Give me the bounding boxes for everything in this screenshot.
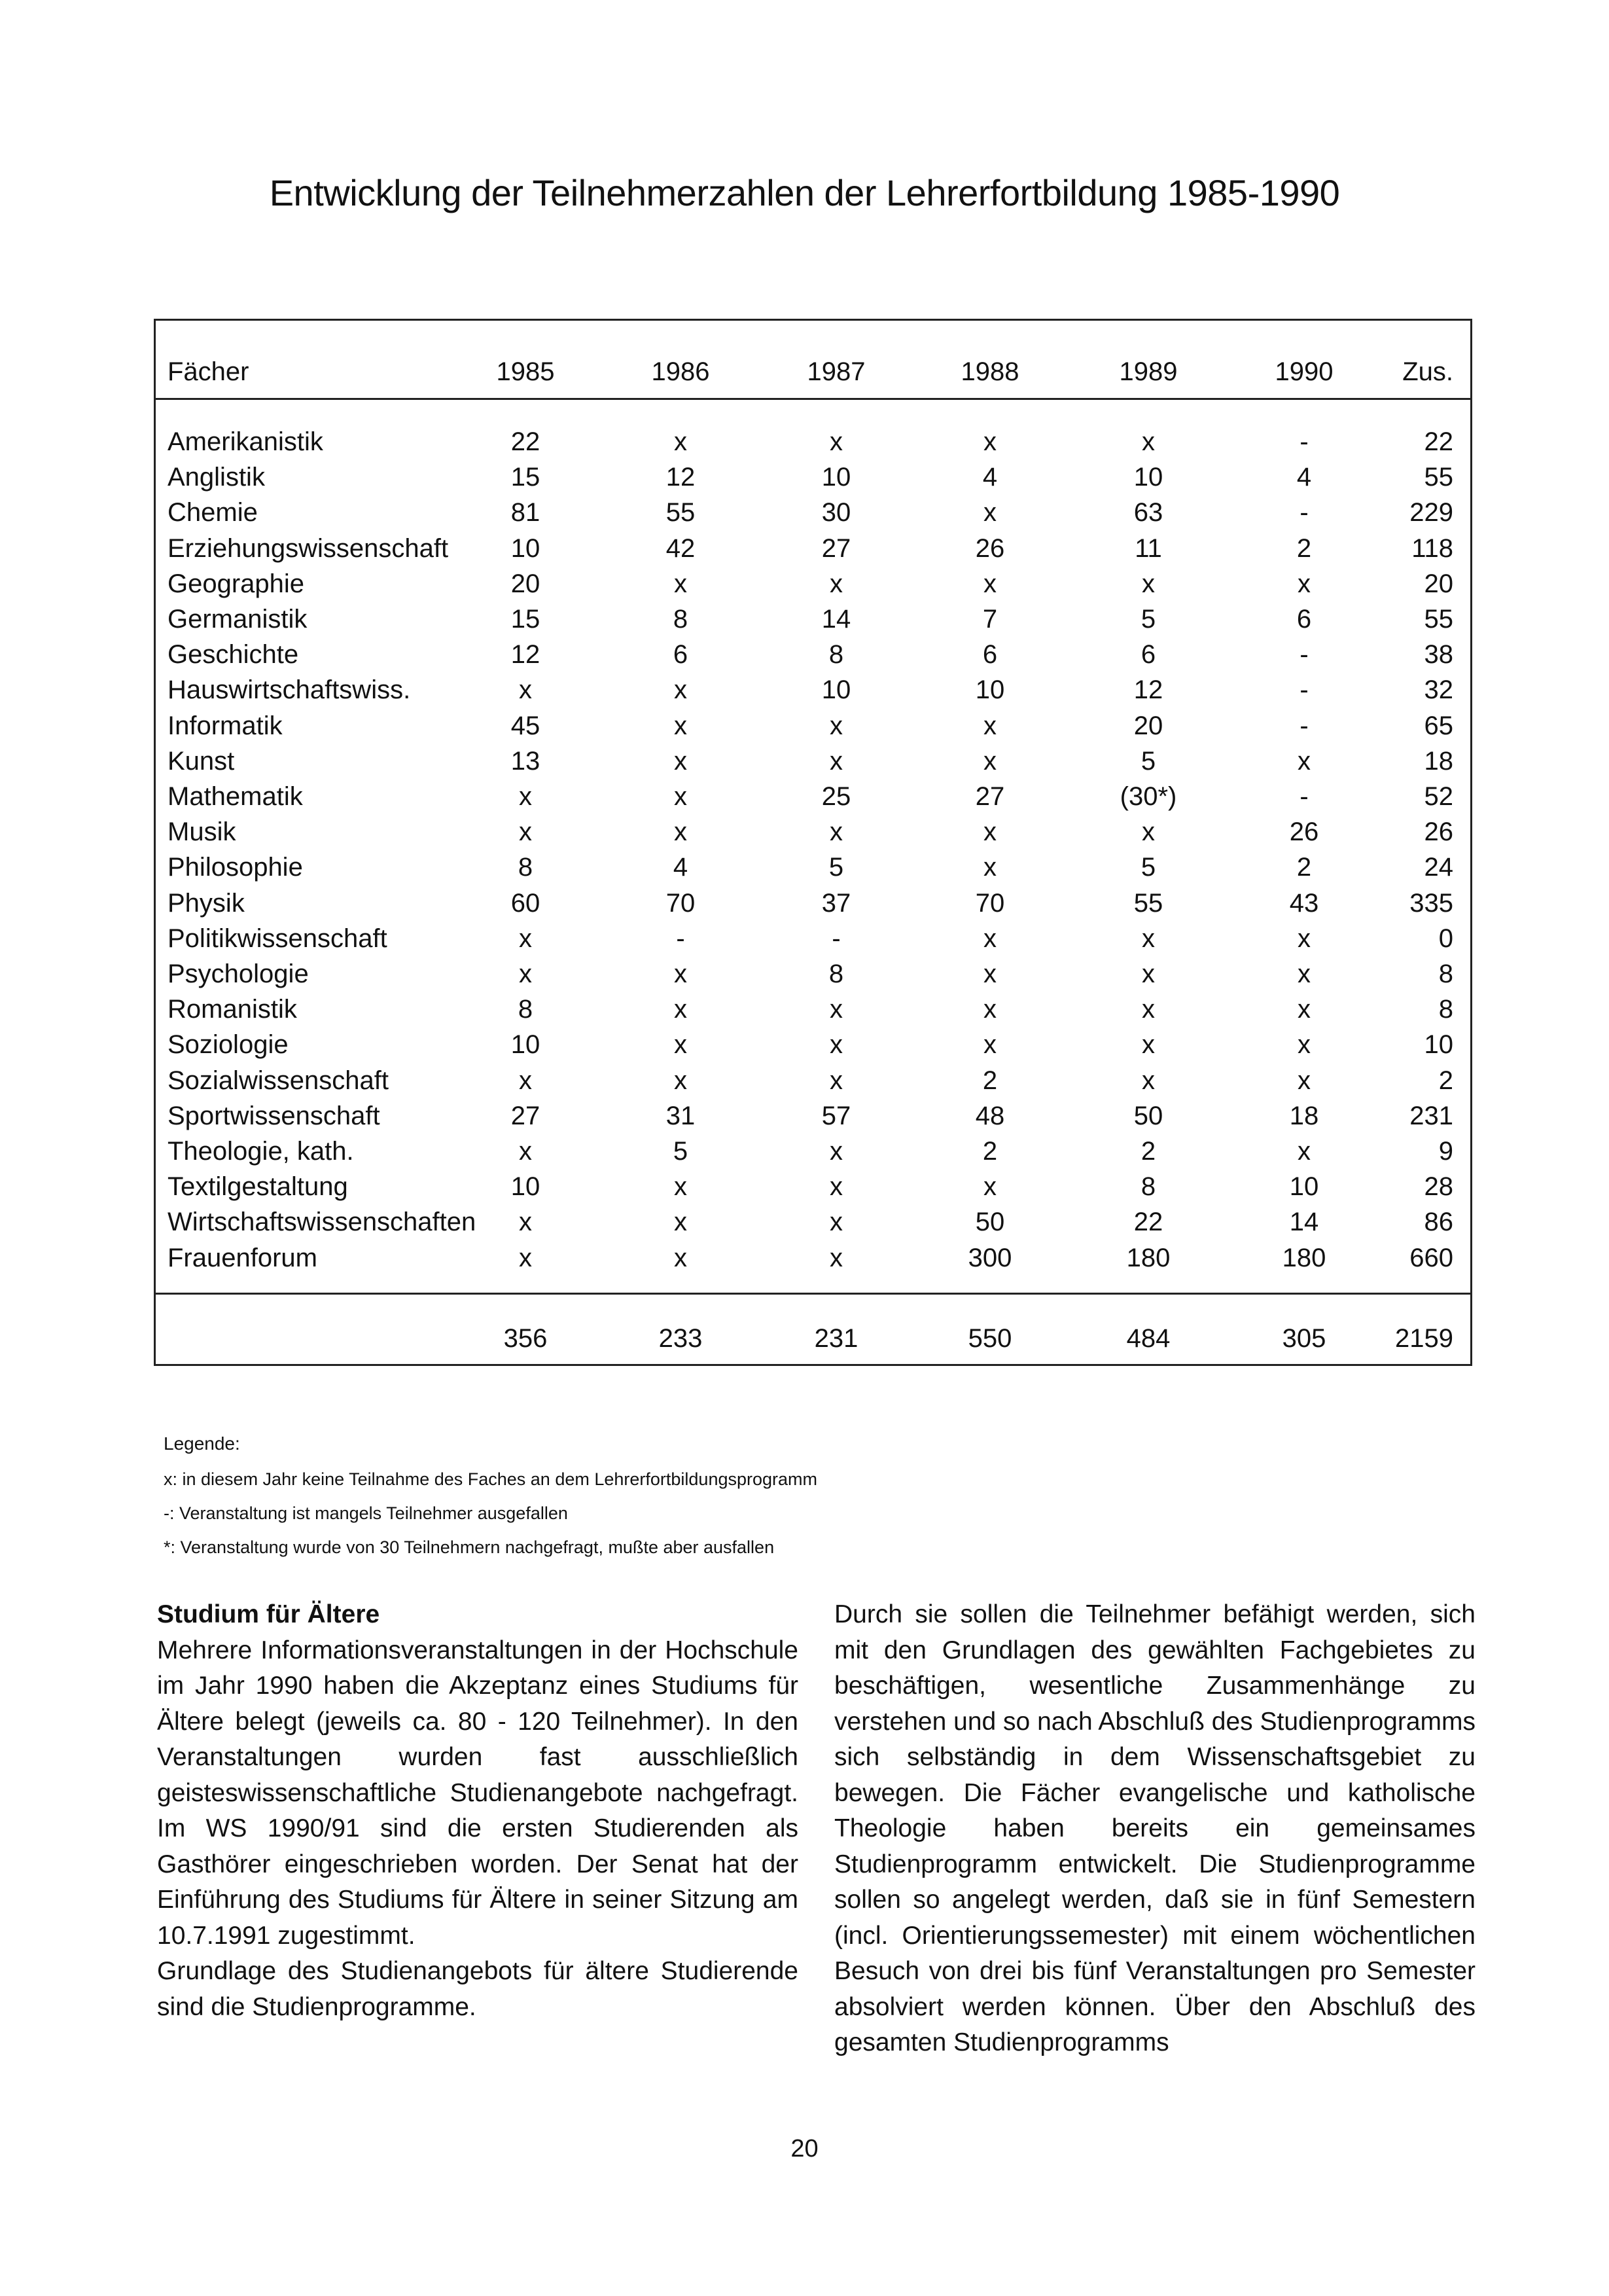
table-cell: 18	[1424, 746, 1453, 776]
table-cell: x	[519, 924, 532, 953]
paragraph-2-continued: Durch sie sollen die Teilnehmer befähigt werden, sich mit den Grundlagen des gewählten Fachgebietes zu beschäftigen, wesentliche Zusammenhänge zu verstehen und so nach Abschluß des Studienprogramms sich selbständig in dem Wissenschaftsgebiet zu bewegen. Die Fächer evangelische und katholische Theologie haben bereits ein gemeinsames Studienprogramm entwickelt. Die Studienprogramme sollen so angelegt werden, daß sie in fünf Semestern (incl. Orientierungssemester) mit einem wöchentlichen Besuch von drei bis fünf Veranstaltungen pro Semester absolviert werden können. Über den Abschluß des gesamten Studienprogramms	[834, 1600, 1476, 2056]
table-cell: 12	[665, 463, 696, 492]
table-cell: 28	[1424, 1172, 1453, 1202]
header-cell: Zus.	[1402, 357, 1453, 386]
table-cell: 5	[1140, 605, 1156, 634]
table-cell: -	[1300, 711, 1309, 740]
table-cell: 8	[1140, 1172, 1156, 1202]
header-cell: 1985	[496, 357, 555, 386]
table-cell: x	[674, 1208, 687, 1237]
table-cell: x	[830, 1066, 843, 1095]
table-cell: 180	[1282, 1243, 1326, 1272]
table-cell: 20	[1424, 569, 1453, 598]
table-cell: 27	[821, 533, 851, 563]
header-cell: 1989	[1119, 357, 1178, 386]
table-cell: 2	[1438, 1066, 1453, 1095]
row-label: Hauswirtschaftswiss.	[168, 675, 411, 705]
row-label: Geschichte	[168, 640, 299, 670]
table-cell: 180	[1126, 1243, 1171, 1272]
total-cell: 2159	[1395, 1324, 1453, 1353]
table-cell: -	[1300, 640, 1309, 670]
table-cell: x	[674, 675, 687, 705]
table-cell: x	[830, 1243, 843, 1272]
table-cell: x	[983, 817, 997, 847]
table-cell: x	[1142, 1066, 1155, 1095]
table-cell: 2	[1140, 1137, 1156, 1166]
row-label: Erziehungswissenschaft	[168, 533, 449, 563]
table-cell: 2	[982, 1137, 998, 1166]
table-cell: 37	[821, 888, 851, 918]
legend-item-dash: -: Veranstaltung ist mangels Teilnehmer ausgefallen	[164, 1503, 568, 1523]
table-cell: x	[1142, 427, 1155, 456]
table-cell: -	[832, 924, 841, 953]
table-cell: 10	[1289, 1172, 1319, 1202]
table-cell: x	[1142, 569, 1155, 598]
row-label: Amerikanistik	[168, 427, 323, 456]
page-title: Entwicklung der Teilnehmerzahlen der Lehrerfortbildung 1985-1990	[269, 172, 1340, 213]
table-cell: x	[983, 569, 997, 598]
table-cell: -	[1300, 782, 1309, 811]
row-label: Philosophie	[168, 853, 303, 882]
table-cell: x	[830, 1208, 843, 1237]
header-cell: Fächer	[168, 357, 249, 386]
table-cell: x	[830, 427, 843, 456]
table-cell: 24	[1424, 853, 1453, 882]
table-cell: 2	[1296, 533, 1312, 563]
table-cell: 335	[1409, 888, 1453, 918]
section-heading: Studium für Ältere	[157, 1600, 380, 1628]
table-cell: x	[1298, 1137, 1311, 1166]
table-cell: 22	[1424, 427, 1453, 456]
table-cell: 86	[1424, 1208, 1453, 1237]
paragraph-2-lead: Grundlage des Studienangebots für ältere Studierende sind die Studienprogramme.	[157, 1957, 798, 2021]
row-label: Sportwissenschaft	[168, 1101, 380, 1130]
row-label: Textilgestaltung	[168, 1172, 348, 1202]
table-cell: 26	[1289, 817, 1319, 847]
table-cell: x	[674, 569, 687, 598]
table-cell: 65	[1424, 711, 1453, 740]
table-cell: 26	[975, 533, 1005, 563]
table-cell: 10	[975, 675, 1005, 705]
table-cell: x	[674, 1066, 687, 1095]
table-cell: 10	[1133, 463, 1163, 492]
table-cell: x	[674, 817, 687, 847]
table-cell: -	[1300, 675, 1309, 705]
table-cell: 6	[1296, 605, 1312, 634]
table-cell: 50	[1133, 1101, 1163, 1130]
table-cell: x	[519, 1137, 532, 1166]
total-cell: 484	[1126, 1324, 1171, 1353]
table-cell: x	[983, 711, 997, 740]
table-cell: 12	[510, 640, 540, 670]
table-cell: x	[674, 746, 687, 776]
table-cell: x	[1298, 1030, 1311, 1060]
table-cell: x	[519, 1243, 532, 1272]
table-cell: 4	[982, 463, 998, 492]
table-cell: x	[830, 711, 843, 740]
table-cell: 10	[1424, 1030, 1453, 1060]
table-cell: 57	[821, 1101, 851, 1130]
table-cell: x	[1298, 960, 1311, 988]
legend-item-star: *: Veranstaltung wurde von 30 Teilnehmern nachgefragt, mußte aber ausfallen	[164, 1537, 775, 1557]
table-cell: 45	[510, 711, 540, 740]
table-cell: x	[1298, 924, 1311, 953]
header-cell: 1987	[807, 357, 866, 386]
table-cell: 43	[1289, 888, 1319, 918]
page-number: 20	[790, 2135, 819, 2162]
table-cell: 38	[1424, 640, 1453, 670]
table-cell: x	[1142, 1030, 1155, 1060]
table-cell: 9	[1438, 1137, 1453, 1166]
table-cell: x	[1298, 746, 1311, 776]
table-cell: 8	[518, 853, 533, 882]
table-cell: x	[674, 1172, 687, 1202]
table-cell: 55	[1424, 463, 1453, 492]
table-cell: 8	[1438, 995, 1453, 1024]
table-cell: x	[1142, 924, 1155, 953]
table-cell: 6	[1140, 640, 1156, 670]
table-cell: x	[674, 1243, 687, 1272]
table-cell: 300	[968, 1243, 1012, 1272]
table-cell: 27	[510, 1101, 540, 1130]
table-cell: 10	[821, 675, 851, 705]
table-cell: x	[674, 1030, 687, 1060]
row-label: Sozialwissenschaft	[168, 1066, 389, 1095]
row-label: Psychologie	[168, 960, 309, 988]
total-cell: 356	[503, 1324, 548, 1353]
total-cell: 231	[814, 1324, 858, 1353]
table-cell: x	[830, 1030, 843, 1060]
table-cell: x	[1142, 995, 1155, 1024]
table-cell: (30*)	[1120, 782, 1177, 811]
table-cell: 118	[1411, 533, 1453, 563]
table-cell: 32	[1424, 675, 1453, 705]
table-cell: x	[519, 1208, 532, 1237]
row-label: Germanistik	[168, 605, 308, 634]
table-cell: 25	[821, 782, 851, 811]
table-cell: 20	[510, 569, 540, 598]
table-cell: 10	[510, 533, 540, 563]
table-cell: 660	[1409, 1243, 1453, 1272]
table-cell: x	[519, 960, 532, 988]
table-cell: 27	[975, 782, 1005, 811]
table-cell: 18	[1289, 1101, 1319, 1130]
table-cell: 0	[1438, 924, 1453, 953]
table-cell: 15	[510, 605, 540, 634]
table-cell: -	[1300, 498, 1309, 528]
table-cell: 8	[518, 995, 533, 1024]
table-cell: x	[983, 498, 997, 528]
header-cell: 1990	[1275, 357, 1334, 386]
table-cell: 60	[510, 888, 540, 918]
table-cell: 42	[665, 533, 696, 563]
table-cell: x	[674, 995, 687, 1024]
table-cell: 22	[510, 427, 540, 456]
table-cell: x	[519, 782, 532, 811]
table-cell: x	[1298, 569, 1311, 598]
table-cell: x	[983, 995, 997, 1024]
participants-table	[154, 319, 1472, 1366]
table-cell: 229	[1409, 498, 1453, 528]
table-cell: 14	[821, 605, 851, 634]
table-cell: x	[1298, 995, 1311, 1024]
total-cell: 305	[1282, 1324, 1326, 1353]
table-cell: x	[983, 853, 997, 882]
row-label: Frauenforum	[168, 1243, 317, 1272]
table-cell: 10	[510, 1030, 540, 1060]
table-cell: 11	[1135, 533, 1162, 563]
table-cell: x	[983, 1172, 997, 1202]
table-cell: x	[674, 960, 687, 988]
paragraph-1: Mehrere Informationsveranstaltungen in der Hochschule im Jahr 1990 haben die Akzeptanz eines Studiums für Ältere belegt (jeweils ca. 80 - 120 Teilnehmer). In den Veranstaltungen wurden fast ausschließlich geisteswissenschaftliche Studienangebote nachgefragt. Im WS 1990/91 sind die ersten Studierenden als Gasthörer eingeschrieben worden. Der Senat hat der Einführung des Studiums für Ältere in seiner Sitzung am 10.7.1991 zugestimmt.	[157, 1636, 798, 1950]
paragraph-2	[157, 1954, 798, 2025]
row-label: Theologie, kath.	[168, 1137, 354, 1166]
table-cell: 30	[821, 498, 851, 528]
table-cell: 8	[828, 640, 844, 670]
table-cell: x	[830, 569, 843, 598]
table-cell: x	[830, 746, 843, 776]
table-cell: 2	[982, 1066, 998, 1095]
table-cell: x	[830, 995, 843, 1024]
table-cell: x	[519, 817, 532, 847]
table-cell: x	[674, 711, 687, 740]
table-cell: 231	[1409, 1101, 1453, 1130]
table-cell: 7	[982, 605, 998, 634]
table-cell: 63	[1133, 498, 1163, 528]
table-cell: 55	[665, 498, 696, 528]
table-cell: 31	[665, 1101, 696, 1130]
table-cell: 10	[821, 463, 851, 492]
legend-item-x: x: in diesem Jahr keine Teilnahme des Faches an dem Lehrerfortbildungsprogramm	[164, 1469, 818, 1489]
table-cell: 48	[975, 1101, 1005, 1130]
row-label: Soziologie	[168, 1030, 289, 1060]
table-cell: 50	[975, 1208, 1005, 1237]
table-cell: 8	[673, 605, 688, 634]
table-cell: x	[830, 1137, 843, 1166]
row-label: Physik	[168, 888, 245, 918]
table-cell: 5	[1140, 853, 1156, 882]
table-cell: 70	[665, 888, 696, 918]
table-cell: 52	[1424, 782, 1453, 811]
table-cell: 20	[1133, 711, 1163, 740]
table-cell: x	[519, 675, 532, 705]
table-cell: 26	[1424, 817, 1453, 847]
table-cell: 5	[828, 853, 844, 882]
table-cell: -	[676, 924, 685, 953]
header-cell: 1986	[651, 357, 710, 386]
row-label: Wirtschaftswissenschaften	[168, 1208, 476, 1237]
table-cell: 8	[828, 960, 844, 988]
table-cell: 6	[673, 640, 688, 670]
row-label: Romanistik	[168, 995, 297, 1024]
table-cell: x	[1298, 1066, 1311, 1095]
table-cell: 13	[510, 746, 540, 776]
row-label: Informatik	[168, 711, 283, 740]
row-label: Chemie	[168, 498, 258, 528]
table-cell: 5	[673, 1137, 688, 1166]
table-cell: x	[830, 817, 843, 847]
table-cell: 8	[1438, 960, 1453, 988]
table-cell: x	[983, 1030, 997, 1060]
row-label: Mathematik	[168, 782, 303, 811]
header-divider	[156, 398, 1470, 400]
table-cell: 2	[1296, 853, 1312, 882]
table-cell: x	[674, 782, 687, 811]
table-cell: x	[983, 924, 997, 953]
table-cell: -	[1300, 427, 1309, 456]
table-cell: x	[830, 1172, 843, 1202]
row-label: Geographie	[168, 569, 305, 598]
table-cell: 14	[1289, 1208, 1319, 1237]
table-cell: 15	[510, 463, 540, 492]
row-label: Anglistik	[168, 463, 265, 492]
table-cell: 6	[982, 640, 998, 670]
row-label: Politikwissenschaft	[168, 924, 387, 953]
table-cell: x	[1142, 817, 1155, 847]
text-column-left	[157, 1597, 798, 2025]
row-label: Musik	[168, 817, 236, 847]
totals-divider	[156, 1293, 1470, 1295]
table-cell: x	[519, 1066, 532, 1095]
table-cell: 12	[1133, 675, 1163, 705]
table-cell: 70	[975, 888, 1005, 918]
table-cell: 55	[1133, 888, 1163, 918]
table-cell: x	[1142, 960, 1155, 988]
header-cell: 1988	[961, 357, 1019, 386]
table-cell: 22	[1133, 1208, 1163, 1237]
table-cell: 10	[510, 1172, 540, 1202]
total-cell: 233	[658, 1324, 703, 1353]
table-cell: 4	[1296, 463, 1312, 492]
row-label: Kunst	[168, 746, 235, 776]
table-cell: x	[983, 746, 997, 776]
table-cell: x	[983, 427, 997, 456]
total-cell: 550	[968, 1324, 1012, 1353]
table-cell: x	[674, 427, 687, 456]
table-cell: 55	[1424, 605, 1453, 634]
table-cell: 81	[510, 498, 540, 528]
text-column-right-holder	[834, 1597, 1476, 2061]
table-cell: x	[983, 960, 997, 988]
table-cell: 5	[1140, 746, 1156, 776]
legend-title: Legende:	[164, 1433, 240, 1454]
table-cell: 4	[673, 853, 688, 882]
